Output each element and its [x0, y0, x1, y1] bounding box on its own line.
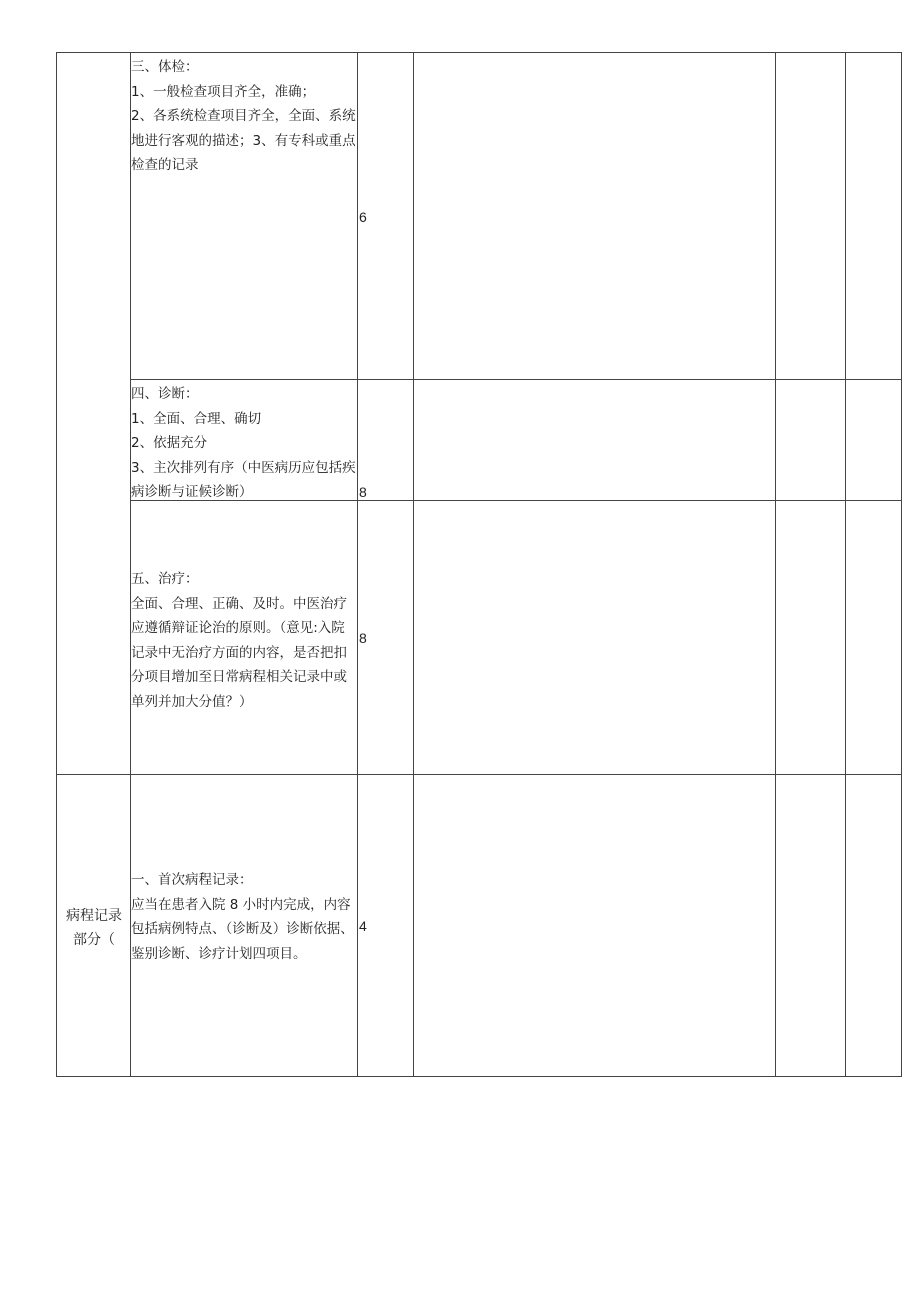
criteria-cell: 四、诊断： 1、全面、合理、确切 2、依据充分 3、主次排列有序（中医病历应包括疾病诊断与证候诊断） [131, 386, 356, 500]
row-divider [130, 379, 902, 380]
section-label: 病程记录部分（ [66, 908, 122, 948]
table-border-left [56, 52, 57, 1077]
criteria-cell: 三、体检： 1、一般检查项目齐全，准确； 2、各系统检查项目齐全，全面、系统地进行客观的描述；3、有专科或重点检查的记录 [131, 59, 356, 173]
criteria-cell: 一、首次病程记录： 应当在患者入院 8 小时内完成，内容包括病例特点、（诊断及）诊断依据、鉴别诊断、诊疗计划四项目。 [131, 872, 354, 962]
column-divider [845, 52, 846, 1077]
criteria-cell: 五、治疗： 全面、合理、正确、及时。中医治疗应遵循辩证论治的原则。（意见:入院记录中无治疗方面的内容，是否把扣分项目增加至日常病程相关记录中或单列并加大分值？） [131, 571, 347, 710]
column-divider [357, 52, 358, 1077]
column-divider [413, 52, 414, 1077]
score-cell: 8 [359, 630, 367, 646]
column-divider [775, 52, 776, 1077]
score-cell: 8 [359, 484, 367, 500]
score-cell: 4 [359, 918, 367, 934]
score-cell: 6 [359, 209, 367, 225]
table-border-right [901, 52, 902, 1077]
